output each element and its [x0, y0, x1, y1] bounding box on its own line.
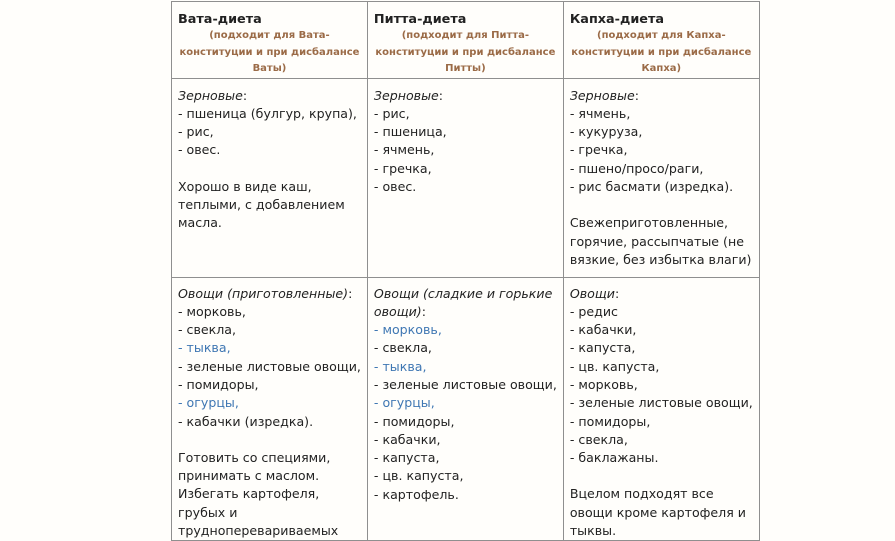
list-item: - картофель.: [373, 486, 459, 502]
list-item-link[interactable]: - тыква,: [373, 358, 427, 374]
vegetables-row: [172, 277, 760, 541]
column-title: Капха-диета: [569, 12, 665, 27]
column-subtitle: (подходит для Вата-конституции и при дисбалансе Ваты): [179, 30, 360, 74]
list-item: - свекла,: [178, 322, 237, 338]
column-title: Питта-диета: [373, 12, 467, 27]
category-label: Зерновые: [373, 87, 439, 103]
list-item: - ячмень,: [373, 142, 435, 158]
list-item: - гречка,: [373, 160, 432, 176]
grains-cell-kapha: Зерновые: - ячмень, - кукуруза, - гречка, - пшено/просо/раги, - рис басмати (изредка). Свежеприготовленные, горячие, рассыпчатые (не вязкие, без избытка влаги): [563, 78, 759, 277]
list-item: - зеленые листовые овощи,: [569, 395, 753, 411]
header-cell-pitta: [367, 2, 563, 79]
list-item: - гречка,: [569, 142, 628, 158]
list-item: - редис: [569, 303, 618, 319]
header-cell-kapha: [563, 2, 759, 79]
list-item-link[interactable]: - огурцы,: [178, 395, 239, 411]
column-subtitle: (подходит для Питта-конституции и при дисбалансе Питты): [375, 30, 556, 74]
list-item: - баклажаны.: [569, 450, 659, 466]
category-label: Овощи: [569, 285, 615, 301]
list-item: - кукуруза,: [569, 124, 643, 140]
vegetables-cell-pitta: Овощи (сладкие и горькие овощи): - морковь, - свекла, - тыква, - зеленые листовые овощи, - огурцы, - помидоры, - кабачки, - капуста, - цв. капуста, - картофель.: [367, 277, 563, 541]
list-item: - цв. капуста,: [373, 468, 464, 484]
list-item: - морковь,: [569, 376, 638, 392]
category-label: Овощи (приготовленные): [178, 285, 349, 301]
list-item: - пшеница (булгур, крупа),: [178, 105, 357, 121]
list-item: - зеленые листовые овощи,: [178, 358, 361, 374]
list-item-link[interactable]: - огурцы,: [373, 395, 435, 411]
list-item: - кабачки,: [373, 431, 441, 447]
diet-table: [171, 1, 760, 541]
list-item: - цв. капуста,: [569, 358, 660, 374]
list-item: - рис басмати (изредка).: [569, 178, 734, 194]
list-item: - морковь,: [178, 303, 246, 319]
cell-note: Хорошо в виде каш, теплыми, с добавлением масла.: [178, 178, 345, 231]
category-label: Зерновые: [178, 87, 243, 103]
list-item: - капуста,: [373, 450, 440, 466]
list-item: - овес.: [178, 142, 221, 158]
cell-note: Вцелом подходят все овощи кроме картофеля и тыквы.: [569, 486, 746, 539]
list-item: - рис,: [373, 105, 410, 121]
cell-note: Свежеприготовленные, горячие, рассыпчатые (не вязкие, без избытка влаги): [569, 215, 752, 267]
list-item: - кабачки (изредка).: [178, 413, 314, 429]
grains-cell-pitta: Зерновые: - рис, - пшеница, - ячмень, - гречка, - овес.: [367, 78, 563, 277]
header-row: [172, 2, 760, 79]
list-item: - пшено/просо/раги,: [569, 160, 704, 176]
vegetables-cell-vata: Овощи (приготовленные): - морковь, - свекла, - тыква, - зеленые листовые овощи, - помидоры, - огурцы, - кабачки (изредка). Готовить со специями, принимать с маслом. Избегать картофеля, грубых и трудноперевариваемых: [172, 277, 368, 541]
list-item: - свекла,: [569, 431, 628, 447]
grains-cell-vata: Зерновые: - пшеница (булгур, крупа), - рис, - овес. Хорошо в виде каш, теплыми, с добавлением масла.: [172, 78, 368, 277]
grains-row: [172, 78, 760, 277]
header-cell-vata: [172, 2, 368, 79]
list-item: - ячмень,: [569, 105, 631, 121]
list-item: - свекла,: [373, 340, 432, 356]
list-item: - рис,: [178, 124, 214, 140]
list-item: - овес.: [373, 178, 417, 194]
list-item: - пшеница,: [373, 124, 447, 140]
list-item: - помидоры,: [569, 413, 651, 429]
list-item: - капуста,: [569, 340, 636, 356]
cell-note: Готовить со специями, принимать с маслом. Избегать картофеля, грубых и трудноперевариваемых: [178, 449, 339, 539]
list-item-link[interactable]: - тыква,: [178, 340, 231, 356]
column-subtitle: (подходит для Капха-конституции и при дисбалансе Капха): [571, 30, 752, 74]
list-item: - помидоры,: [178, 376, 259, 392]
category-label: Зерновые: [569, 87, 635, 103]
list-item: - кабачки,: [569, 322, 637, 338]
list-item: - помидоры,: [373, 413, 455, 429]
category-label: Овощи (сладкие и горькие овощи): [373, 285, 553, 319]
list-item-link[interactable]: - морковь,: [373, 322, 442, 338]
column-title: Вата-диета: [178, 12, 262, 27]
list-item: - зеленые листовые овощи,: [373, 376, 557, 392]
vegetables-cell-kapha: Овощи: - редис - кабачки, - капуста, - цв. капуста, - морковь, - зеленые листовые овощи, - помидоры, - свекла, - баклажаны. Вцелом подходят все овощи кроме картофеля и тыквы.: [563, 277, 759, 541]
